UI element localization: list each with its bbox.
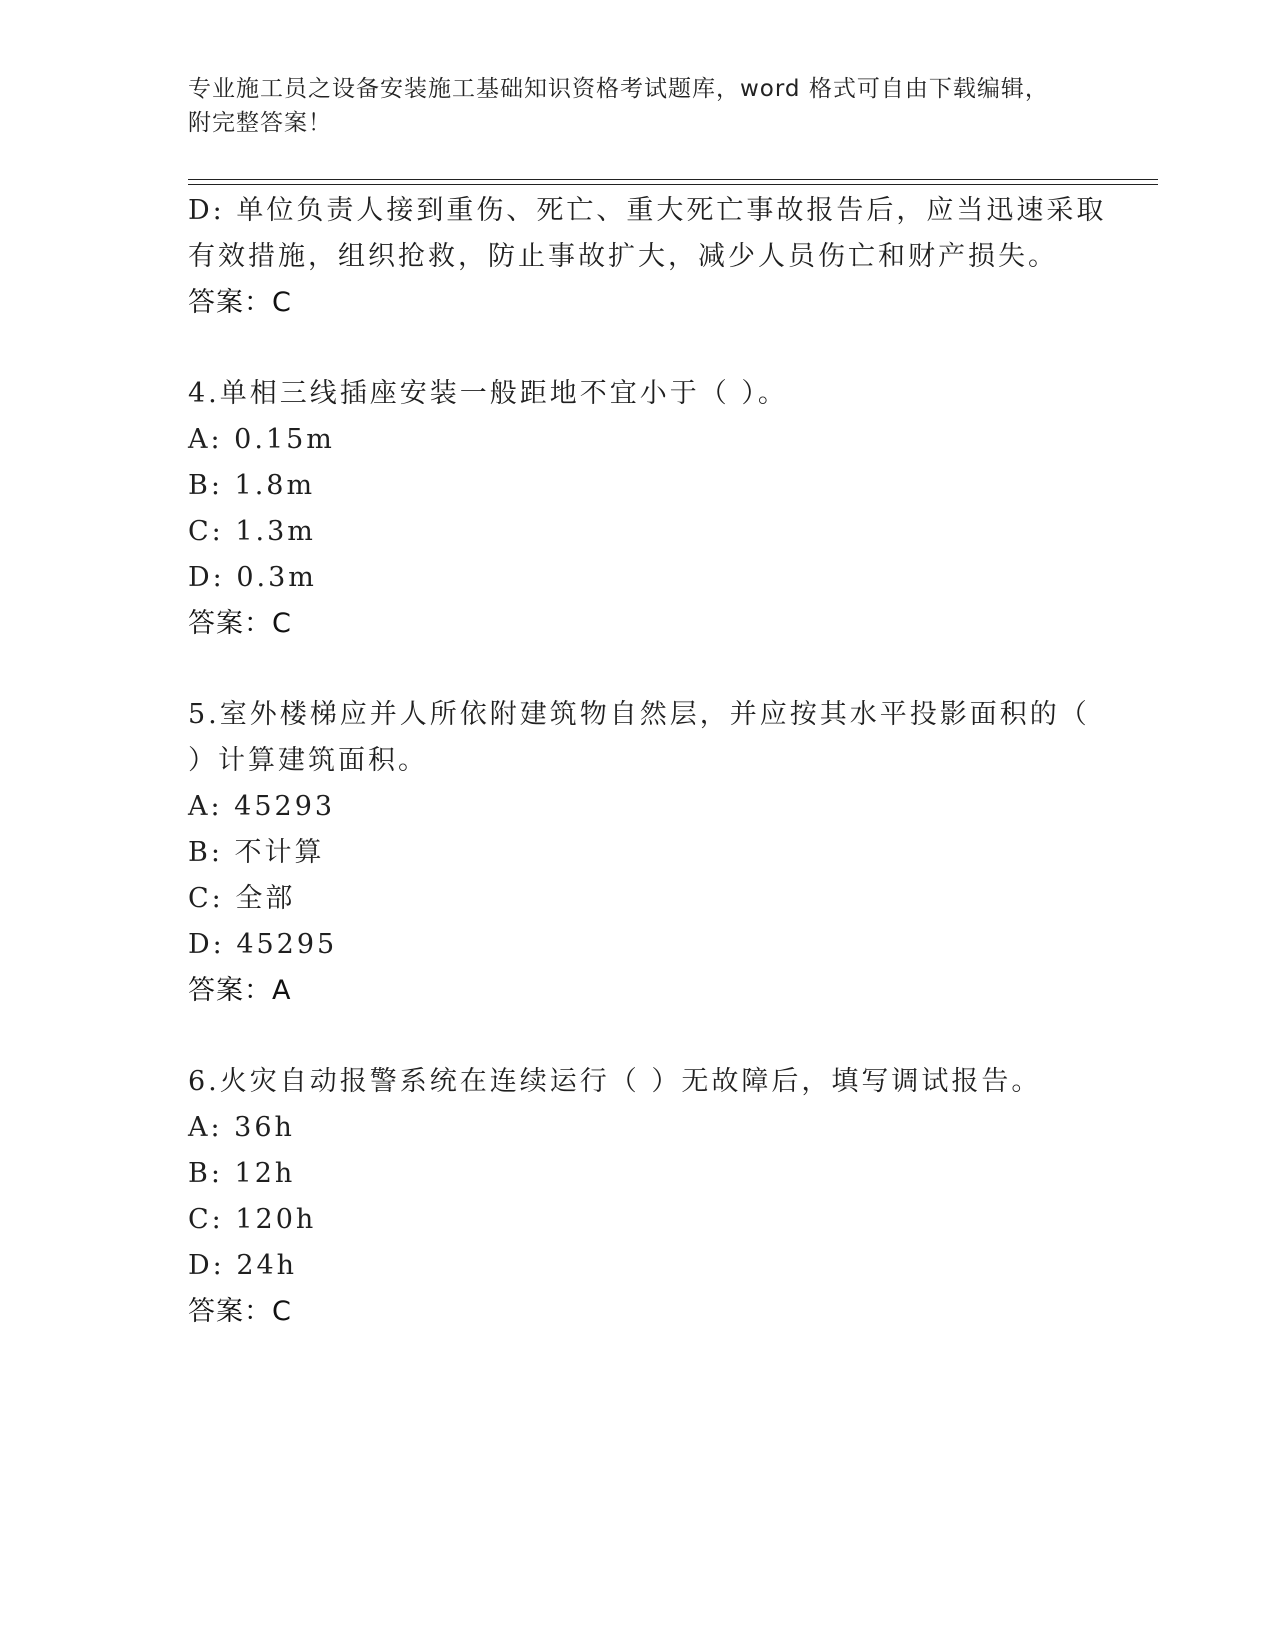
option-a: A: 45293 (188, 791, 336, 822)
question-5 (188, 692, 1088, 1014)
option-d: D: 45295 (188, 929, 338, 960)
header-divider-bottom (188, 184, 1158, 185)
option-d: D: 24h (188, 1250, 298, 1281)
document-header (188, 72, 1088, 140)
option-b: B: 1.8m (188, 470, 316, 501)
question-list (188, 188, 1107, 1335)
question-stem: 4.单相三线插座安装一般距地不宜小于（ ）。 (188, 378, 788, 409)
answer-line: 答案：C (188, 608, 292, 639)
option-a: A: 36h (188, 1112, 295, 1143)
question-stem: 5.室外楼梯应并人所依附建筑物自然层，并应按其水平投影面积的（ (188, 699, 1090, 730)
answer-line: 答案：C (188, 287, 292, 318)
question-stem: 6.火灾自动报警系统在连续运行（ ）无故障后，填写调试报告。 (188, 1066, 1042, 1097)
header-line-1: 专业施工员之设备安装施工基础知识资格考试题库，word 格式可自由下载编辑， (188, 76, 1049, 102)
option-c: C: 1.3m (188, 516, 316, 547)
answer-line: 答案：C (188, 1296, 292, 1327)
header-divider-top (188, 179, 1158, 180)
question-stem-continued: ）计算建筑面积。 (188, 745, 428, 776)
option-d-line-2: 有效措施，组织抢救，防止事故扩大，减少人员伤亡和财产损失。 (188, 241, 1058, 272)
previous-question-tail (188, 188, 1107, 326)
question-4 (188, 371, 1088, 647)
header-line-2: 附完整答案！ (188, 110, 332, 136)
answer-line: 答案：A (188, 975, 292, 1006)
option-c: C: 120h (188, 1204, 317, 1235)
option-b: B: 12h (188, 1158, 296, 1189)
option-c: C: 全部 (188, 883, 296, 914)
option-d: D: 0.3m (188, 562, 317, 593)
option-d-line-1: D: 单位负责人接到重伤、死亡、重大死亡事故报告后，应当迅速采取 (188, 195, 1107, 226)
option-a: A: 0.15m (188, 424, 335, 455)
question-6 (188, 1059, 1088, 1335)
option-b: B: 不计算 (188, 837, 325, 868)
